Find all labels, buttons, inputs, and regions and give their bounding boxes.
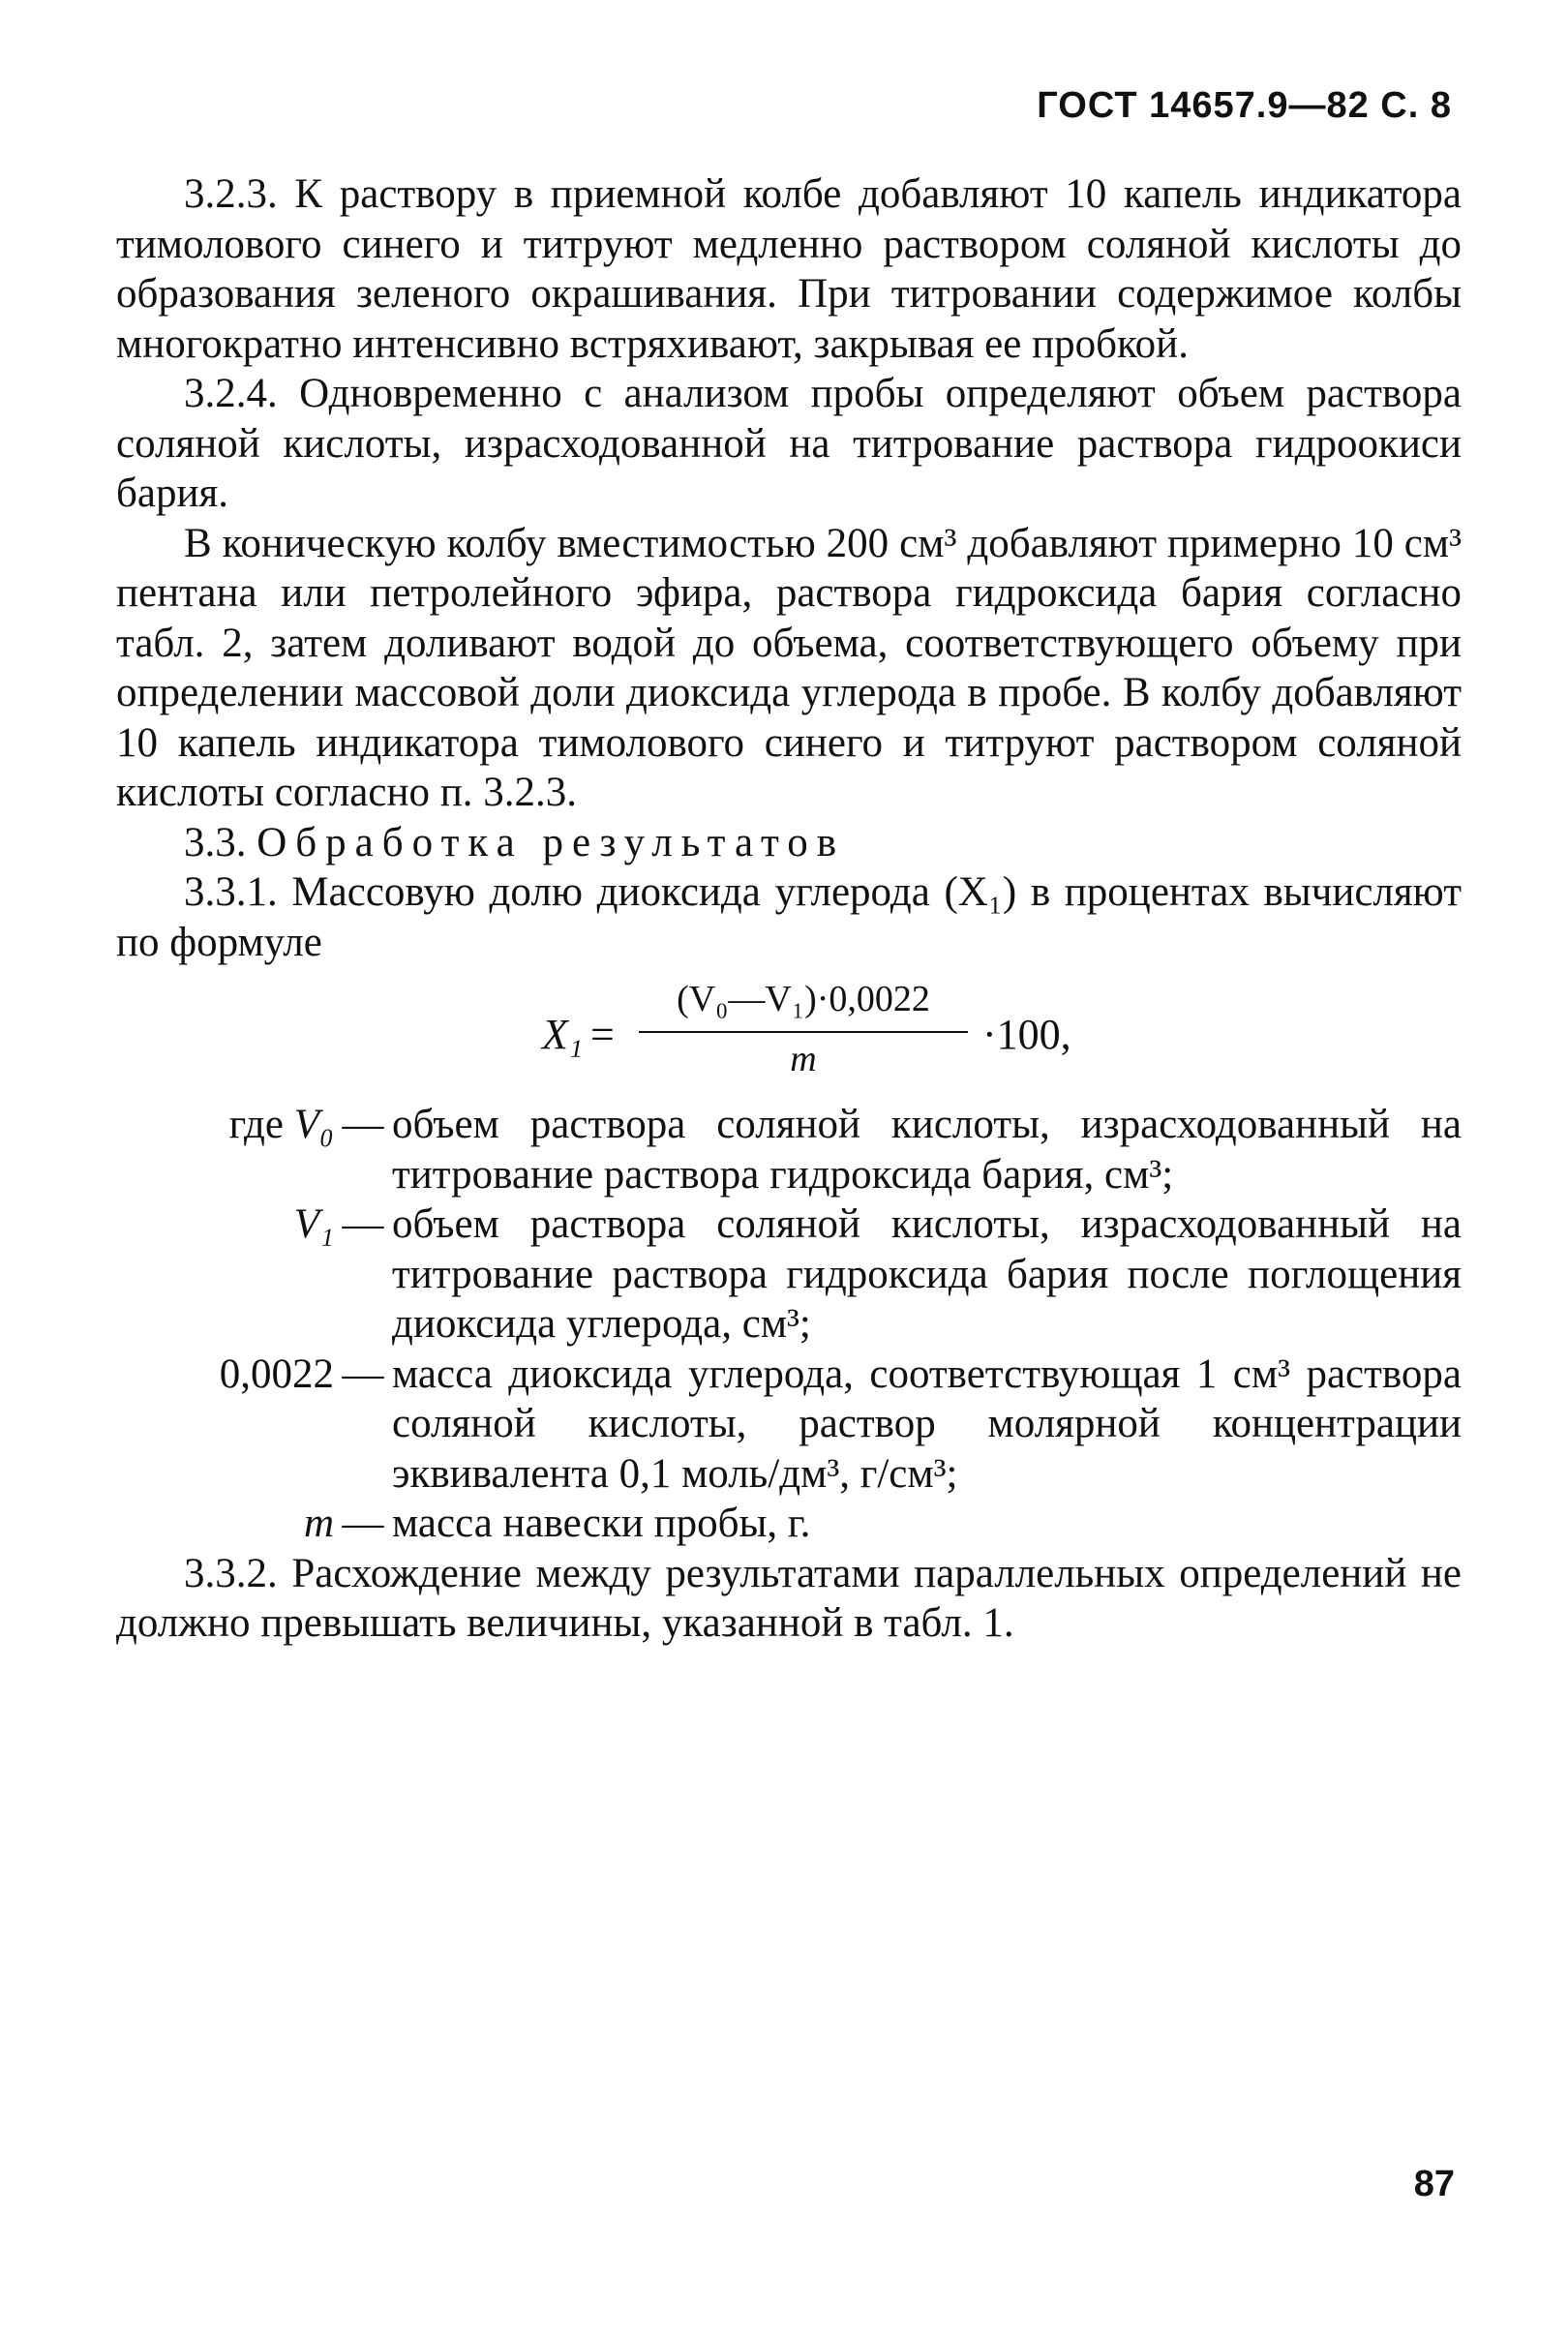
definition-dash: — <box>342 1501 384 1546</box>
page-number: 87 <box>1413 2164 1455 2204</box>
paragraph-3-2-3: 3.2.3. К раствору в приемной колбе добавляют 10 капель индикатора тимолового синего и титруют медленно раствором соляной кислоты до образования зеленого окрашивания. При титровании содержимое колбы многократно интенсивно встряхивают, закрывая ее пробкой. <box>116 171 1462 367</box>
document-body <box>116 169 1462 1649</box>
definition-text: объем раствора соляной кислоты, израсходованный на титрование раствора гидроксида бария, см³; <box>392 1102 1462 1198</box>
running-header: ГОСТ 14657.9—82 С. 8 <box>1037 85 1452 126</box>
definition-row <box>116 1499 1462 1549</box>
formula-rhs: ·100, <box>982 1011 1071 1058</box>
formula-x1 <box>116 975 1462 1096</box>
paragraph-conical-flask: В коническую колбу вместимостью 200 см³ добавляют примерно 10 см³ пентана или петролейного эфира, раствора гидроксида бария согласно табл. 2, затем доливают водой до объема, соответствующего объему при определении массовой доли диоксида углерода в пробе. В колбу добавляют 10 капель индикатора тимолового синего и титруют раствором соляной кислоты согласно п. 3.2.3. <box>116 520 1462 815</box>
definition-dash: — <box>342 1102 384 1147</box>
paragraph-3-3-2: 3.3.2. Расхождение между результатами параллельных определений не должно превышать величины, указанной в табл. 1. <box>116 1550 1462 1646</box>
section-heading-3-3 <box>116 818 1462 868</box>
definition-dash: — <box>342 1201 384 1247</box>
definitions-list <box>116 1100 1462 1549</box>
formula-denominator: m <box>790 1038 817 1079</box>
paragraph-3-3-1: 3.3.1. Массовую долю диоксида углерода (X₁) в процентах вычисляют по формуле <box>116 869 1462 965</box>
definitions-intro: где <box>228 1102 285 1147</box>
paragraph-3-2-4: 3.2.4. Одновременно с анализом пробы определяют объем раствора соляной кислоты, израсходованной на титрование раствора гидроокиси бария. <box>116 371 1462 516</box>
definition-text: объем раствора соляной кислоты, израсходованный на титрование раствора гидроксида бария после поглощения диоксида углерода, см³; <box>392 1201 1462 1347</box>
formula-equals: = <box>590 1011 615 1058</box>
definition-term: 0,0022 <box>219 1351 334 1397</box>
definition-term: где V₀ <box>228 1102 334 1147</box>
formula-fraction <box>639 975 968 1084</box>
formula-numerator: (V₀—V₁)·0,0022 <box>677 979 930 1019</box>
definition-row <box>116 1350 1462 1500</box>
definition-text: масса навески пробы, г. <box>392 1501 811 1546</box>
section-number: 3.3. <box>184 819 247 865</box>
definition-dash: — <box>342 1351 384 1397</box>
definition-row <box>116 1100 1462 1199</box>
section-title: Обработка результатов <box>256 819 845 865</box>
definition-text: масса диоксида углерода, соответствующая 1 см³ раствора соляной кислоты, раствор молярной концентрации эквивалента 0,1 моль/дм³, г/см³; <box>392 1351 1462 1497</box>
definition-row <box>116 1199 1462 1350</box>
definition-term: m <box>303 1501 334 1546</box>
definition-term: V₁ <box>293 1201 334 1247</box>
formula-lhs: X₁ <box>542 1011 584 1058</box>
